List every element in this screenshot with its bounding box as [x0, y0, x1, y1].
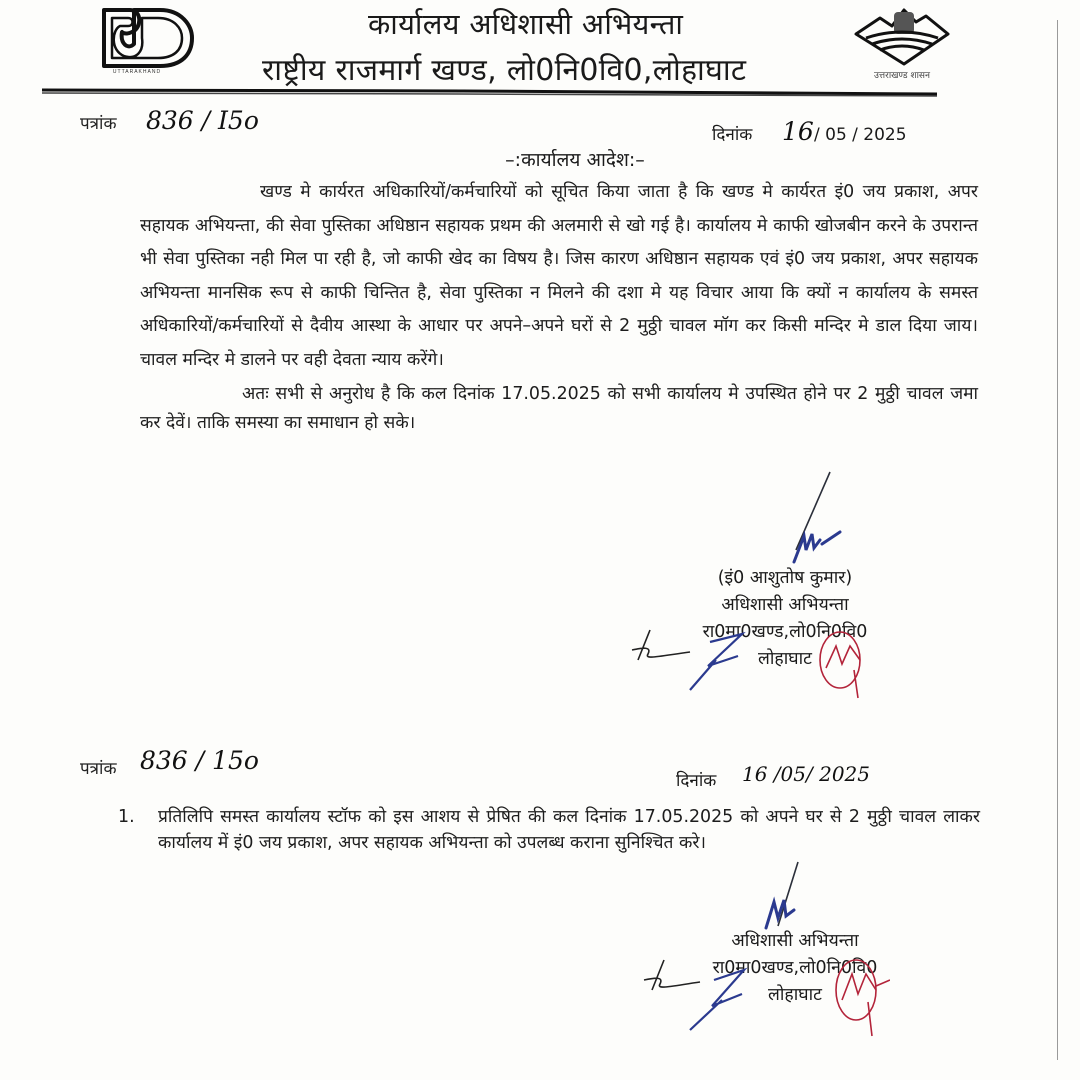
signatory-place: लोहाघाट: [758, 649, 812, 669]
header-rule: [42, 88, 937, 97]
ref-number: 836 / I5o: [146, 106, 259, 135]
initials-and-stamp-2: [640, 950, 890, 1040]
date-label: दिनांक: [712, 125, 753, 145]
signature-blue-1: [760, 470, 860, 580]
order-body: [140, 176, 978, 438]
order-paragraph-2: अतः सभी से अनुरोध है कि कल दिनांक 17.05.2025 को सभी कार्यालय मे उपस्थित होने पर 2 मुठ्ठी चावल जमा कर देवें। ताकि समस्या का समाधान हो सके।: [140, 383, 978, 433]
office-title: कार्यालय अधिशासी अभियन्ता: [368, 7, 684, 41]
copy-signatory-designation: अधिशासी अभियन्ता: [731, 931, 859, 951]
uttarakhand-emblem: [852, 4, 952, 66]
pwd-logo: [98, 6, 198, 76]
signatory-designation: अधिशासी अभियन्ता: [721, 595, 849, 615]
order-paragraph-1: खण्ड मे कार्यरत अधिकारियों/कर्मचारियों को सूचित किया जाता है कि खण्ड मे कार्यरत इं0 जय प्रकाश, अपर सहायक अभियन्ता, की सेवा पुस्तिका अधिष्ठान सहायक प्रथम की अलमारी से खो गई है। कार्यालय मे काफी खोजबीन करने के उपरान्त भी सेवा पुस्तिका नही मिल पा रही है, जो काफी खेद का विषय है। जिस कारण अधिष्ठान सहायक एवं इं0 जय प्रकाश, अपर सहायक अभियन्ता मानसिक रूप से काफी चिन्तित है, सेवा पुस्तिका न मिलने की दशा मे यह विचार आया कि क्यों न कार्यालय के समस्त अधिकारियों/कर्मचारियों से दैवीय आस्था के आधार पर अपने–अपने घरों से 2 मुठ्ठी चावल मॉग कर किसी मन्दिर मे डाल दिया जाय। चावल मन्दिर मे डालने पर वही देवता न्याय करेंगे।: [140, 182, 978, 370]
initials-and-stamp-1: [630, 620, 880, 700]
pwd-logo-icon: [98, 6, 198, 76]
copy-signatory-place: लोहाघाट: [768, 985, 822, 1005]
date-day: 16: [782, 117, 814, 146]
date-rest: / 05 / 2025: [814, 125, 907, 145]
copy-ref-number: 836 / 15o: [140, 746, 259, 775]
signatory-name: (इं0 आशुतोष कुमार): [717, 568, 853, 588]
copy-item-number: 1.: [118, 807, 135, 827]
copy-item-text: प्रतिलिपि समस्त कार्यालय स्टॉफ को इस आशय से प्रेषित की कल दिनांक 17.05.2025 को अपने घर से 2 मुठ्ठी चावल लाकर कार्यालय में इं0 जय प्रकाश, अपर सहायक अभियन्ता को उपलब्ध कराना सुनिश्चित करे।: [158, 807, 980, 853]
order-title: –:कार्यालय आदेश:–: [505, 149, 645, 171]
copy-ref-label: पत्रांक: [80, 759, 117, 779]
page-edge-line: [1057, 20, 1058, 1060]
emblem-caption: उत्तराखण्ड शासन: [873, 71, 930, 81]
copy-date-label: दिनांक: [676, 771, 717, 791]
copy-item: [118, 804, 980, 856]
ref-label: पत्रांक: [80, 114, 117, 134]
copy-signatory-office: रा0मा0खण्ड,लो0नि0वि0: [712, 958, 878, 978]
signatory-office: रा0मा0खण्ड,लो0नि0वि0: [702, 622, 868, 642]
office-subtitle: राष्ट्रीय राजमार्ग खण्ड, लो0नि0वि0,लोहाघाट: [262, 53, 747, 88]
state-emblem-icon: [852, 4, 952, 66]
logo-caption: UTTARAKHAND: [112, 69, 162, 75]
copy-date-value: 16 /05/ 2025: [742, 762, 870, 786]
